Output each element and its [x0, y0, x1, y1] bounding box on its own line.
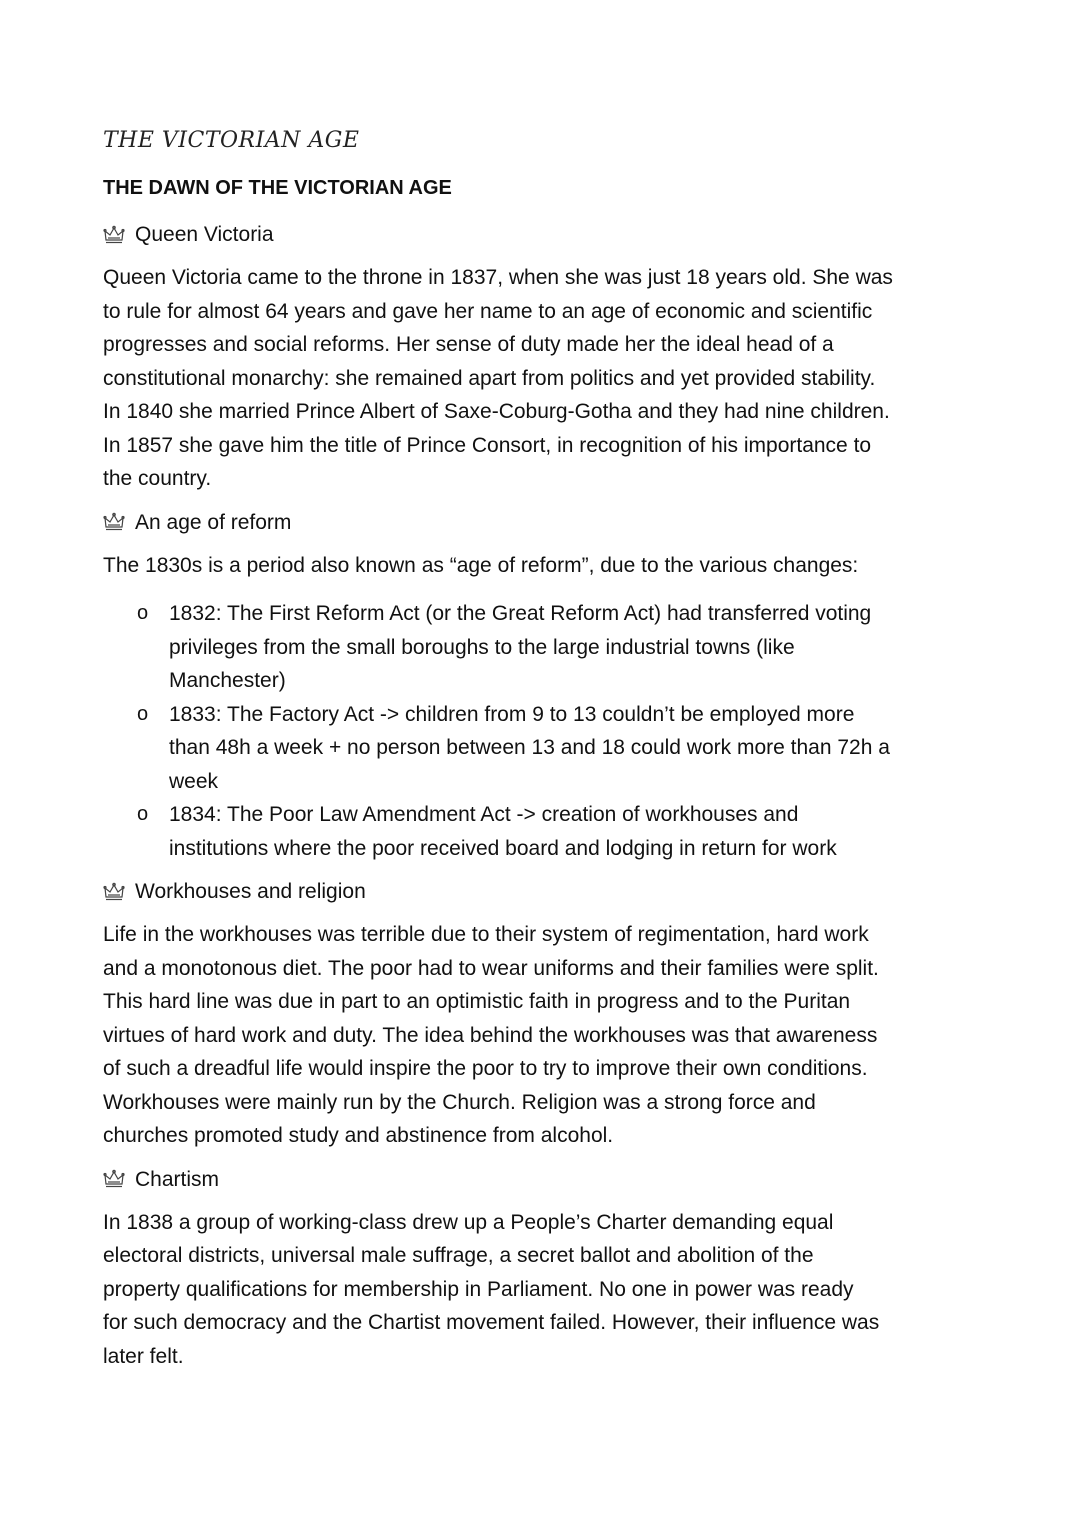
text-line: virtues of hard work and duty. The idea behind the workhouses was that awareness — [103, 1023, 878, 1047]
text-line: In 1840 she married Prince Albert of Saxe-Coburg-Gotha and they had nine children. — [103, 400, 890, 423]
text-line: Manchester) — [169, 669, 286, 692]
text-line: The 1830s is a period also known as “age of reform”, due to the various changes: — [103, 553, 859, 577]
text-line: institutions where the poor received board and lodging in return for work — [169, 836, 837, 860]
text-line: churches promoted study and abstinence from alcohol. — [103, 1124, 614, 1147]
reform-bullet-list — [103, 597, 983, 865]
text-line: for such democracy and the Chartist movement failed. However, their influence was — [103, 1311, 880, 1334]
text-line: to rule for almost 64 years and gave her name to an age of economic and scientific — [103, 299, 873, 323]
text-line: electoral districts, universal male suffrage, a secret ballot and abolition of the — [103, 1244, 814, 1267]
text-line: property qualifications for membership in Parliament. No one in power was ready — [103, 1277, 854, 1301]
text-line: constitutional monarchy: she remained apart from politics and yet provided stability. — [103, 366, 876, 390]
document-title: THE VICTORIAN AGE — [103, 128, 360, 153]
document-page — [103, 118, 983, 1373]
section-paragraph-workhouses — [103, 918, 983, 1153]
text-line: Life in the workhouses was terrible due to their system of regimentation, hard work — [103, 923, 869, 946]
text-line: week — [169, 769, 219, 793]
text-line: progresses and social reforms. Her sense of duty made her the ideal head of a — [103, 333, 834, 356]
text-line: of such a dreadful life would inspire the poor to try to improve their own conditions. — [103, 1057, 868, 1080]
section-paragraph-chartism — [103, 1206, 983, 1374]
list-item — [137, 597, 983, 698]
section-heading-label: An age of reform — [135, 510, 292, 534]
text-line: In 1838 a group of working-class drew up a People’s Charter demanding equal — [103, 1210, 834, 1234]
section-heading-chartism — [103, 1169, 983, 1190]
crown-icon — [103, 512, 125, 532]
text-line: and a monotonous diet. The poor had to wear uniforms and their families were split. — [103, 956, 879, 980]
list-item — [137, 698, 983, 799]
document-subtitle: THE DAWN OF THE VICTORIAN AGE — [103, 177, 452, 199]
section-heading-age-of-reform — [103, 512, 983, 533]
section-heading-workhouses-and-religion — [103, 881, 983, 902]
text-line: privileges from the small boroughs to the large industrial towns (like — [169, 635, 795, 659]
section-heading-label: Queen Victoria — [135, 223, 274, 246]
section-paragraph-age-of-reform — [103, 549, 983, 583]
text-line: Queen Victoria came to the throne in 1837, when she was just 18 years old. She was — [103, 266, 893, 289]
section-heading-queen-victoria — [103, 224, 983, 245]
section-heading-label: Workhouses and religion — [135, 880, 366, 903]
text-line: In 1857 she gave him the title of Prince Consort, in recognition of his importance to — [103, 433, 872, 457]
bullet-marker: o — [137, 702, 149, 725]
text-line: 1833: The Factory Act -> children from 9 to 13 couldn’t be employed more — [169, 702, 855, 726]
text-line: later felt. — [103, 1344, 184, 1368]
text-line: Workhouses were mainly run by the Church. Religion was a strong force and — [103, 1090, 816, 1114]
crown-icon — [103, 225, 125, 245]
section-paragraph-queen-victoria — [103, 261, 983, 496]
text-line: 1832: The First Reform Act (or the Great Reform Act) had transferred voting — [169, 602, 872, 625]
bullet-marker: o — [137, 803, 149, 825]
text-line: 1834: The Poor Law Amendment Act -> creation of workhouses and — [169, 803, 799, 826]
crown-icon — [103, 882, 125, 902]
bullet-marker: o — [137, 602, 149, 624]
text-line: than 48h a week + no person between 13 and 18 could work more than 72h a — [169, 736, 890, 759]
text-line: This hard line was due in part to an optimistic faith in progress and to the Puritan — [103, 990, 851, 1013]
list-item — [137, 798, 983, 865]
section-heading-label: Chartism — [135, 1167, 220, 1191]
crown-icon — [103, 1169, 125, 1189]
text-line: the country. — [103, 467, 212, 490]
